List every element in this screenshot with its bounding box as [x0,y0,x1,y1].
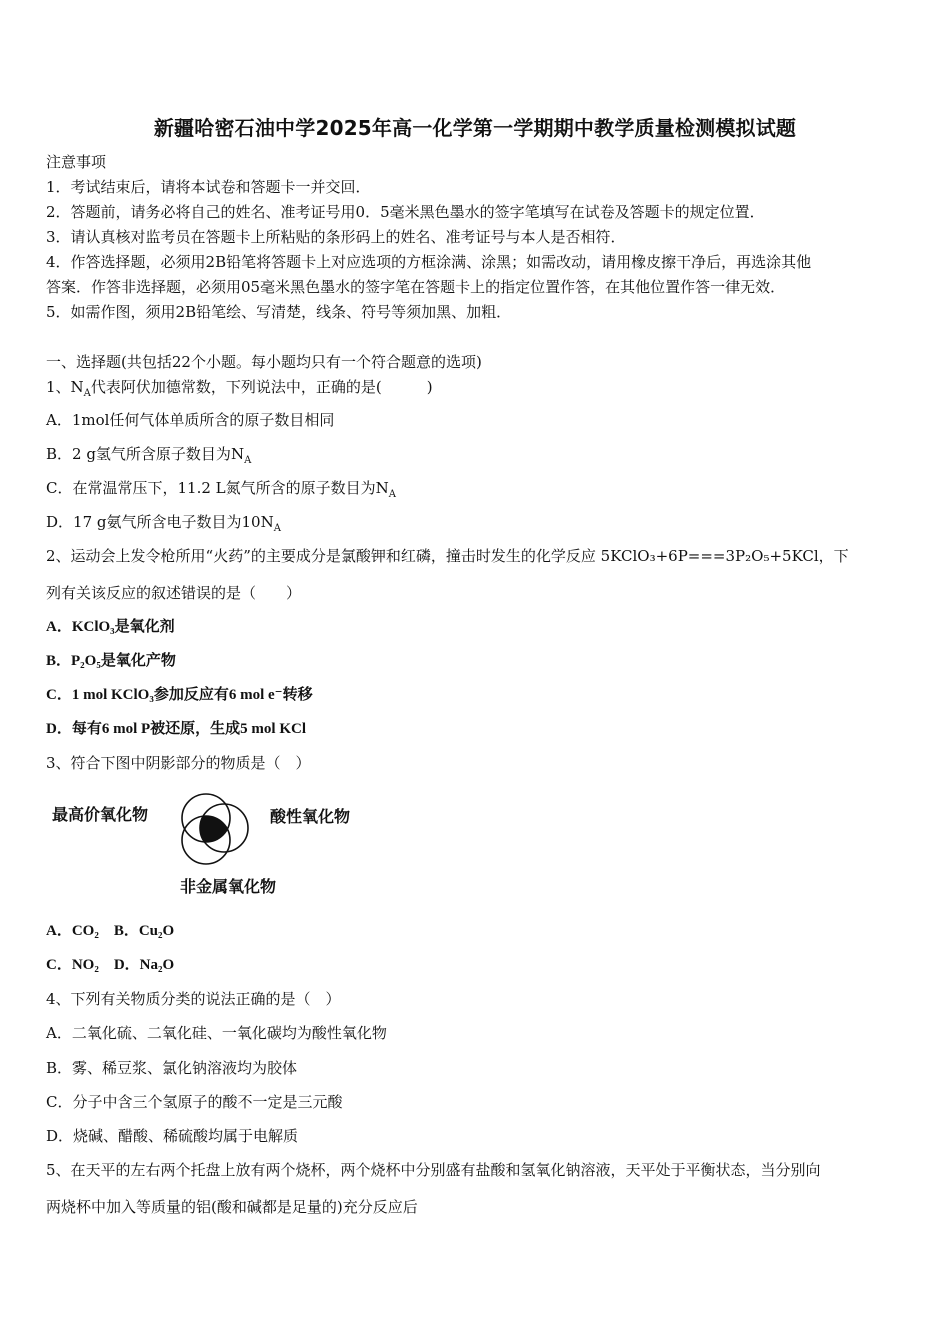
q3-options-row2: C．NO₂ D．Na₂O [46,957,175,973]
q2-option-c: C．1 mol KClO₃参加反应有6 mol e⁻转移 [46,687,313,703]
section-heading: 一、选择题(共包括22个小题。每小题均只有一个符合题意的选项) [46,353,482,371]
notice-item-1: 1．考试结束后，请将本试卷和答题卡一并交回． [46,178,371,196]
q3-stem: 3、符合下图中阴影部分的物质是（ ） [46,754,311,772]
q2-stem-line2: 列有关该反应的叙述错误的是（ ） [46,584,302,602]
notice-item-4-cont: 答案．作答非选择题，必须用05毫米黑色墨水的签字笔在答题卡上的指定位置作答，在其他位置作答一律无效． [46,278,786,296]
q2-stem-line1: 2、运动会上发令枪所用“火药”的主要成分是氯酸钾和红磷，撞击时发生的化学反应 5KClO₃+6P===3P₂O₅+5KCl，下 [46,547,849,565]
q1-option-d: D．17 g氨气所含电子数目为$10N_A$ [46,513,281,534]
notice-item-2: 2．答题前，请务必将自己的姓名、准考证号用0．5毫米黑色墨水的签字笔填写在试卷及答题卡的规定位置． [46,203,765,221]
venn-label-highest-valence-oxide: 最高价氧化物 [52,805,149,824]
notice-item-5: 5．如需作图，须用2B铅笔绘、写清楚，线条、符号等须加黑、加粗． [46,303,512,321]
notice-item-3: 3．请认真核对监考员在答题卡上所粘贴的条形码上的姓名、准考证号与本人是否相符． [46,228,626,246]
q4-option-a: A．二氧化硫、二氧化硅、一氧化碳均为酸性氧化物 [46,1024,387,1042]
q1-option-c: C．在常温常压下，11.2 L氮气所含的原子数目为$N_A$ [46,479,396,500]
q4-option-d: D．烧碱、醋酸、稀硫酸均属于电解质 [46,1127,299,1145]
q2-option-a: A．KClO₃是氧化剂 [46,619,175,635]
q5-stem-line2: 两烧杯中加入等质量的铝(酸和碱都是足量的)充分反应后 [46,1198,418,1216]
q5-stem-line1: 5、在天平的左右两个托盘上放有两个烧杯，两个烧杯中分别盛有盐酸和氢氧化钠溶液，天平处于平衡状态，当分别向 [46,1161,821,1179]
q2-option-b: B．P₂O₅是氧化产物 [46,653,176,669]
venn-diagram [46,790,386,900]
notice-item-4: 4．作答选择题，必须用2B铅笔将答题卡上对应选项的方框涂满、涂黑；如需改动，请用橡皮擦干净后，再选涂其他 [46,253,812,271]
q3-options-row1: A．CO₂ B．Cu₂O [46,923,175,939]
notice-heading: 注意事项 [46,153,107,171]
venn-label-nonmetal-oxide: 非金属氧化物 [180,877,277,896]
page-title: 新疆哈密石油中学2025年高一化学第一学期期中教学质量检测模拟试题 [153,116,797,140]
q4-stem: 4、下列有关物质分类的说法正确的是（ ） [46,990,341,1008]
venn-circles-graphic [46,790,386,900]
q1-option-a: A．1mol任何气体单质所含的原子数目相同 [46,411,335,429]
q1-stem: 1、$N_A$代表阿伏加德常数，下列说法中，正确的是( ) [46,378,433,399]
q4-option-b: B．雾、稀豆浆、氯化钠溶液均为胶体 [46,1059,298,1077]
q4-option-c: C．分子中含三个氢原子的酸不一定是三元酸 [46,1093,343,1111]
q1-option-b: B．2 g氢气所含原子数目为$N_A$ [46,445,252,466]
venn-label-acidic-oxide: 酸性氧化物 [270,807,351,826]
q2-option-d: D．每有6 mol P被还原，生成5 mol KCl [46,721,306,737]
